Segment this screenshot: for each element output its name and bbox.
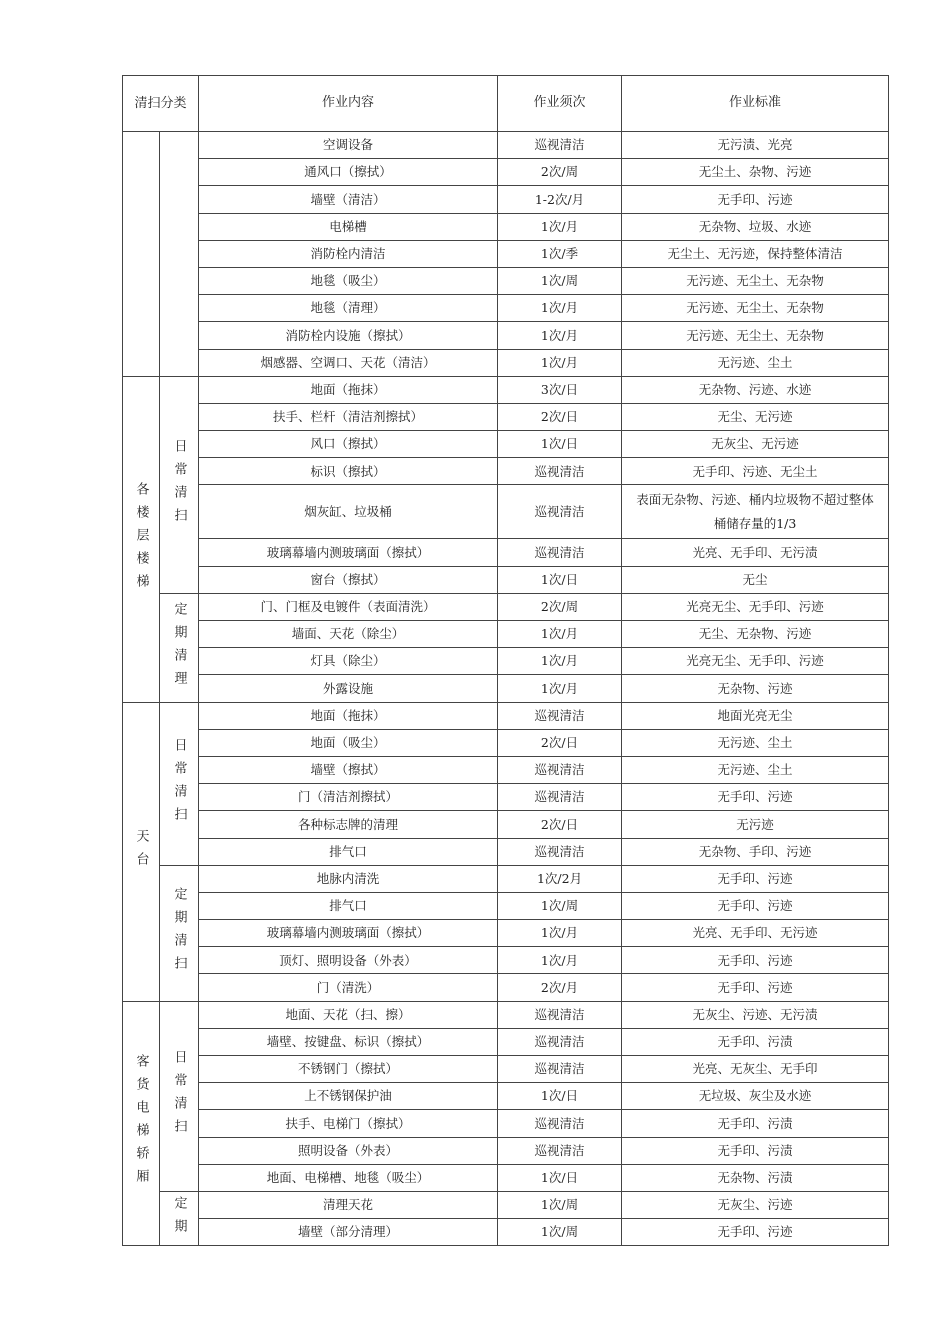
task-frequency: 1次/周 xyxy=(498,1219,622,1246)
table-row xyxy=(123,675,889,702)
task-standard: 无尘、无杂物、污迹 xyxy=(622,621,889,648)
task-content: 墙壁（部分清理） xyxy=(199,1219,498,1246)
table-row xyxy=(123,1001,889,1028)
task-content: 各种标志牌的清理 xyxy=(199,811,498,838)
task-content: 玻璃幕墙内测玻璃面（擦拭） xyxy=(199,920,498,947)
table-row xyxy=(123,240,889,267)
table-row xyxy=(123,132,889,159)
table-row xyxy=(123,267,889,294)
task-standard: 无污迹、无尘土、无杂物 xyxy=(622,267,889,294)
task-content: 排气口 xyxy=(199,892,498,919)
section-label: 各楼层楼梯 xyxy=(123,376,160,702)
header-row xyxy=(123,76,889,132)
task-standard: 无污迹 xyxy=(622,811,889,838)
task-standard: 无污迹、无尘土、无杂物 xyxy=(622,322,889,349)
table-row xyxy=(123,593,889,620)
task-standard: 无污迹、尘土 xyxy=(622,729,889,756)
task-content: 地面（吸尘） xyxy=(199,729,498,756)
task-standard: 无杂物、手印、污迹 xyxy=(622,838,889,865)
table-row xyxy=(123,1164,889,1191)
header-standard: 作业标准 xyxy=(622,76,889,132)
task-frequency: 巡视清洁 xyxy=(498,1001,622,1028)
task-frequency: 1-2次/月 xyxy=(498,186,622,213)
task-content: 地毯（清理） xyxy=(199,295,498,322)
task-content: 门（清洗） xyxy=(199,974,498,1001)
task-standard: 无污迹、无尘土、无杂物 xyxy=(622,295,889,322)
table-row xyxy=(123,974,889,1001)
task-frequency: 1次/月 xyxy=(498,621,622,648)
table-row xyxy=(123,566,889,593)
group-label: 定期 xyxy=(160,1191,199,1245)
table-row xyxy=(123,811,889,838)
task-standard: 无灰尘、无污迹 xyxy=(622,431,889,458)
task-standard: 无手印、污迹 xyxy=(622,892,889,919)
table-row xyxy=(123,213,889,240)
table-row xyxy=(123,1110,889,1137)
section-label: 天台 xyxy=(123,702,160,1001)
table-row xyxy=(123,458,889,485)
task-frequency: 1次/月 xyxy=(498,947,622,974)
task-content: 地面（拖抹） xyxy=(199,702,498,729)
task-standard: 无手印、污迹 xyxy=(622,947,889,974)
table-row xyxy=(123,892,889,919)
task-standard: 无尘、无污迹 xyxy=(622,403,889,430)
task-standard: 无灰尘、污迹、无污渍 xyxy=(622,1001,889,1028)
task-frequency: 巡视清洁 xyxy=(498,1110,622,1137)
task-standard: 无尘土、杂物、污迹 xyxy=(622,159,889,186)
table-row xyxy=(123,1137,889,1164)
task-frequency: 1次/月 xyxy=(498,675,622,702)
table-row xyxy=(123,1056,889,1083)
table-row xyxy=(123,784,889,811)
task-frequency: 1次/月 xyxy=(498,322,622,349)
group-label xyxy=(160,132,199,377)
task-standard: 无手印、污迹 xyxy=(622,1219,889,1246)
table-row xyxy=(123,322,889,349)
task-standard: 无污渍、光亮 xyxy=(622,132,889,159)
task-frequency: 巡视清洁 xyxy=(498,784,622,811)
task-standard: 无手印、污渍 xyxy=(622,1137,889,1164)
table-row xyxy=(123,920,889,947)
task-frequency: 1次/周 xyxy=(498,267,622,294)
task-standard: 无杂物、污迹、水迹 xyxy=(622,376,889,403)
task-frequency: 巡视清洁 xyxy=(498,702,622,729)
task-standard: 光亮无尘、无手印、污迹 xyxy=(622,648,889,675)
task-frequency: 2次/日 xyxy=(498,403,622,430)
task-content: 烟灰缸、垃圾桶 xyxy=(199,485,498,539)
table-row xyxy=(123,186,889,213)
group-label: 日常清扫 xyxy=(160,702,199,865)
task-standard: 无尘土、无污迹，保持整体清洁 xyxy=(622,240,889,267)
table-row xyxy=(123,485,889,539)
task-content: 电梯槽 xyxy=(199,213,498,240)
task-content: 扶手、电梯门（擦拭） xyxy=(199,1110,498,1137)
table-row xyxy=(123,349,889,376)
task-standard: 表面无杂物、污迹、桶内垃圾物不超过整体桶储存量的1/3 xyxy=(622,485,889,539)
task-standard: 无污迹、尘土 xyxy=(622,349,889,376)
task-frequency: 2次/日 xyxy=(498,729,622,756)
task-standard: 无手印、污迹、无尘土 xyxy=(622,458,889,485)
task-frequency: 1次/周 xyxy=(498,1191,622,1218)
task-standard: 无手印、污迹 xyxy=(622,186,889,213)
task-frequency: 巡视清洁 xyxy=(498,539,622,566)
table-row xyxy=(123,403,889,430)
task-content: 外露设施 xyxy=(199,675,498,702)
task-content: 玻璃幕墙内测玻璃面（擦拭） xyxy=(199,539,498,566)
group-label: 日常清扫 xyxy=(160,376,199,593)
task-content: 门、门框及电镀件（表面清洗） xyxy=(199,593,498,620)
table-row xyxy=(123,1028,889,1055)
group-label: 定期清理 xyxy=(160,593,199,702)
task-standard: 无杂物、污渍 xyxy=(622,1164,889,1191)
task-frequency: 1次/月 xyxy=(498,648,622,675)
table-row xyxy=(123,295,889,322)
section-label xyxy=(123,132,160,377)
task-content: 地面（拖抹） xyxy=(199,376,498,403)
task-standard: 无灰尘、污迹 xyxy=(622,1191,889,1218)
task-standard: 无手印、污迹 xyxy=(622,974,889,1001)
task-standard: 光亮无尘、无手印、污迹 xyxy=(622,593,889,620)
table-row xyxy=(123,1083,889,1110)
task-frequency: 1次/月 xyxy=(498,213,622,240)
task-standard: 无手印、污渍 xyxy=(622,1110,889,1137)
table-row xyxy=(123,838,889,865)
task-frequency: 1次/2月 xyxy=(498,865,622,892)
task-content: 风口（擦拭） xyxy=(199,431,498,458)
task-frequency: 1次/日 xyxy=(498,1164,622,1191)
task-content: 清理天花 xyxy=(199,1191,498,1218)
task-frequency: 1次/日 xyxy=(498,566,622,593)
task-frequency: 巡视清洁 xyxy=(498,132,622,159)
task-content: 扶手、栏杆（清洁剂擦拭） xyxy=(199,403,498,430)
task-frequency: 1次/日 xyxy=(498,1083,622,1110)
task-frequency: 巡视清洁 xyxy=(498,1137,622,1164)
task-content: 墙壁（清洁） xyxy=(199,186,498,213)
task-frequency: 巡视清洁 xyxy=(498,1028,622,1055)
task-frequency: 巡视清洁 xyxy=(498,1056,622,1083)
task-content: 不锈钢门（擦拭） xyxy=(199,1056,498,1083)
table-row xyxy=(123,1219,889,1246)
task-standard: 无手印、污迹 xyxy=(622,784,889,811)
task-standard: 地面光亮无尘 xyxy=(622,702,889,729)
table-row xyxy=(123,159,889,186)
task-content: 消防栓内清洁 xyxy=(199,240,498,267)
task-frequency: 2次/周 xyxy=(498,159,622,186)
table-row xyxy=(123,756,889,783)
table-row xyxy=(123,431,889,458)
header-frequency: 作业须次 xyxy=(498,76,622,132)
task-frequency: 1次/季 xyxy=(498,240,622,267)
task-content: 墙壁（擦拭） xyxy=(199,756,498,783)
task-standard: 无尘 xyxy=(622,566,889,593)
task-content: 地面、电梯槽、地毯（吸尘） xyxy=(199,1164,498,1191)
task-content: 地面、天花（扫、擦） xyxy=(199,1001,498,1028)
task-frequency: 2次/月 xyxy=(498,974,622,1001)
task-standard: 光亮、无灰尘、无手印 xyxy=(622,1056,889,1083)
task-content: 顶灯、照明设备（外表） xyxy=(199,947,498,974)
task-standard: 光亮、无手印、无污渍 xyxy=(622,539,889,566)
task-frequency: 3次/日 xyxy=(498,376,622,403)
task-frequency: 1次/月 xyxy=(498,295,622,322)
table-row xyxy=(123,376,889,403)
task-content: 地脉内清洗 xyxy=(199,865,498,892)
task-content: 墙面、天花（除尘） xyxy=(199,621,498,648)
task-standard: 无手印、污迹 xyxy=(622,865,889,892)
table-row xyxy=(123,539,889,566)
task-content: 标识（擦拭） xyxy=(199,458,498,485)
task-content: 墙壁、按键盘、标识（擦拭） xyxy=(199,1028,498,1055)
task-content: 地毯（吸尘） xyxy=(199,267,498,294)
task-content: 上不锈钢保护油 xyxy=(199,1083,498,1110)
group-label: 定期清扫 xyxy=(160,865,199,1001)
task-content: 门（清洁剂擦拭） xyxy=(199,784,498,811)
task-standard: 光亮、无手印、无污迹 xyxy=(622,920,889,947)
table-row xyxy=(123,702,889,729)
task-content: 照明设备（外表） xyxy=(199,1137,498,1164)
task-frequency: 巡视清洁 xyxy=(498,838,622,865)
task-content: 排气口 xyxy=(199,838,498,865)
table-row xyxy=(123,865,889,892)
group-label: 日常清扫 xyxy=(160,1001,199,1191)
cleaning-standard-table xyxy=(122,75,889,1246)
task-content: 烟感器、空调口、天花（清洁） xyxy=(199,349,498,376)
task-content: 通风口（擦拭） xyxy=(199,159,498,186)
task-standard: 无杂物、垃圾、水迹 xyxy=(622,213,889,240)
header-content: 作业内容 xyxy=(199,76,498,132)
table-row xyxy=(123,947,889,974)
task-frequency: 巡视清洁 xyxy=(498,756,622,783)
task-frequency: 巡视清洁 xyxy=(498,458,622,485)
task-frequency: 1次/日 xyxy=(498,431,622,458)
task-standard: 无杂物、污迹 xyxy=(622,675,889,702)
task-content: 灯具（除尘） xyxy=(199,648,498,675)
section-label: 客货电梯轿厢 xyxy=(123,1001,160,1246)
task-frequency: 1次/月 xyxy=(498,349,622,376)
task-content: 空调设备 xyxy=(199,132,498,159)
task-content: 窗台（擦拭） xyxy=(199,566,498,593)
task-frequency: 1次/月 xyxy=(498,920,622,947)
header-category: 清扫分类 xyxy=(123,76,199,132)
task-frequency: 1次/周 xyxy=(498,892,622,919)
table-row xyxy=(123,621,889,648)
task-content: 消防栓内设施（擦拭） xyxy=(199,322,498,349)
table-row xyxy=(123,648,889,675)
task-frequency: 巡视清洁 xyxy=(498,485,622,539)
table-row xyxy=(123,1191,889,1218)
task-frequency: 2次/周 xyxy=(498,593,622,620)
table-row xyxy=(123,729,889,756)
task-standard: 无垃圾、灰尘及水迹 xyxy=(622,1083,889,1110)
task-standard: 无手印、污渍 xyxy=(622,1028,889,1055)
task-standard: 无污迹、尘土 xyxy=(622,756,889,783)
task-frequency: 2次/日 xyxy=(498,811,622,838)
